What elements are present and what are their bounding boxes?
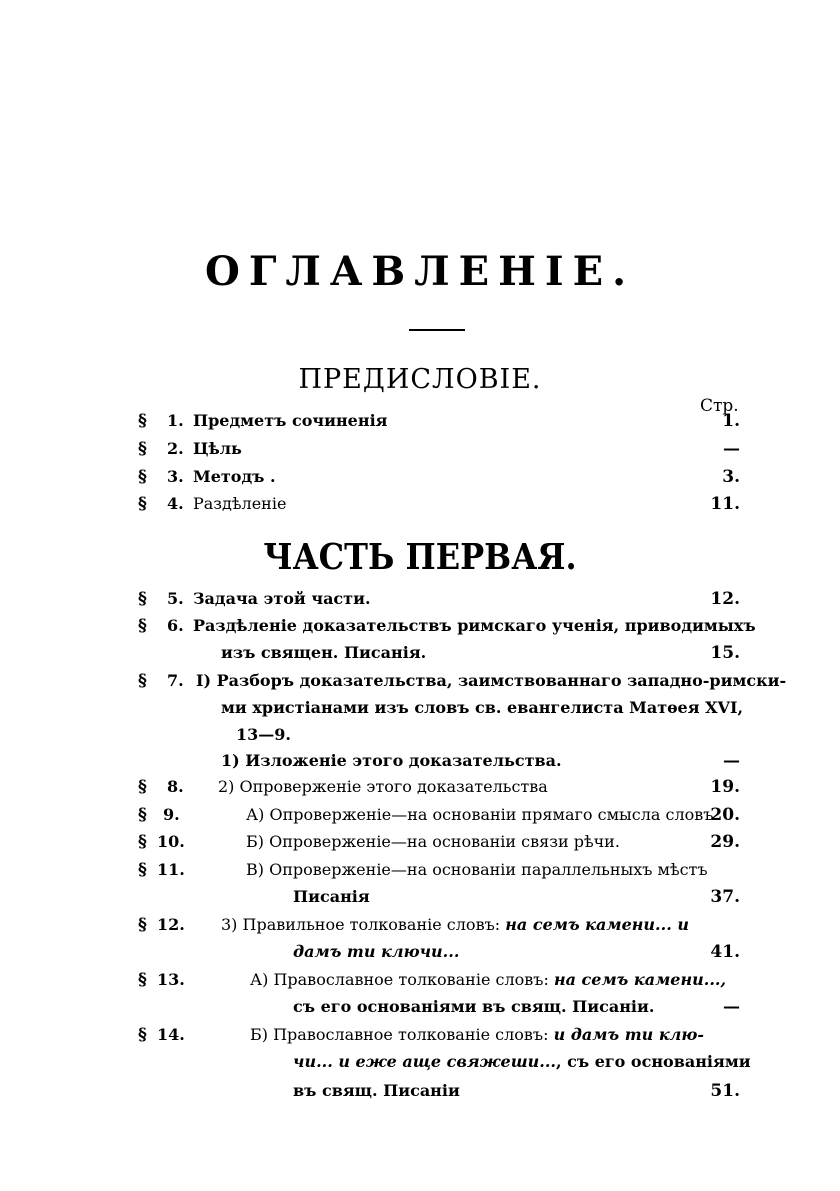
section-sign: § <box>138 970 147 990</box>
section-sign: § <box>138 832 147 852</box>
entry-page: 3. <box>722 467 740 487</box>
entry-number: 9. <box>163 805 180 824</box>
entry-title: А) Опроверженіе—на основаніи прямаго смысла словъ. <box>246 805 719 824</box>
entry-title: 3) Правильное толкованіе словъ: на семъ камени... и <box>221 915 689 934</box>
page-column-label: Стр. <box>700 396 739 416</box>
entry-page: — <box>723 439 740 459</box>
entry-title: 1) Изложеніе этого доказательства. <box>221 751 562 770</box>
entry-title-continued: Писанія <box>293 887 370 906</box>
entry-page: 37. <box>710 887 740 907</box>
entry-title: Методъ . <box>193 467 276 486</box>
entry-title: Б) Опроверженіе—на основаніи связи рѣчи. <box>246 832 620 851</box>
entry-title-continued: дамъ ти ключи... <box>293 942 460 961</box>
entry-number: 7. <box>167 671 184 690</box>
entry-number: 10. <box>157 832 185 851</box>
section-sign: § <box>138 467 147 487</box>
section-sign: § <box>138 860 147 880</box>
part-heading: ЧАСТЬ ПЕРВАЯ. <box>263 536 577 578</box>
entry-title: Задача этой части. <box>193 589 371 608</box>
page-title: ОГЛАВЛЕНІЕ. <box>205 248 635 295</box>
entry-number: 11. <box>157 860 185 879</box>
entry-page: 51. <box>710 1081 740 1101</box>
entry-page: — <box>723 997 740 1017</box>
entry-title-continued: ми христіанами изъ словъ св. евангелиста Матѳея XVI, <box>221 698 744 717</box>
entry-page: 20. <box>710 805 740 825</box>
section-sign: § <box>138 494 147 514</box>
section-sign: § <box>138 805 147 825</box>
section-sign: § <box>138 671 147 691</box>
entry-number: 4. <box>167 494 184 513</box>
entry-number: 5. <box>167 589 184 608</box>
entry-title: В) Опроверженіе—на основаніи параллельныхъ мѣстъ <box>246 860 708 879</box>
entry-page: 29. <box>710 832 740 852</box>
entry-title: А) Православное толкованіе словъ: на семъ камени..., <box>250 970 727 989</box>
entry-number: 6. <box>167 616 184 635</box>
entry-page: 12. <box>710 589 740 609</box>
section-sign: § <box>138 589 147 609</box>
entry-title-continued: чи... и еже аще свяжеши..., съ его основаніями <box>293 1052 751 1071</box>
section-sign: § <box>138 439 147 459</box>
entry-title: Предметъ сочиненія <box>193 411 388 430</box>
entry-number: 13. <box>157 970 185 989</box>
entry-title: 2) Опроверженіе этого доказательства <box>218 777 548 796</box>
section-sign: § <box>138 1025 147 1045</box>
entry-title-continued: съ его основаніями въ свящ. Писаніи. <box>293 997 655 1016</box>
entry-number: 1. <box>167 411 184 430</box>
entry-title: Б) Православное толкованіе словъ: и дамъ ти клю- <box>250 1025 705 1044</box>
entry-title: Цѣль <box>193 439 242 458</box>
entry-number: 8. <box>167 777 184 796</box>
entry-title: I) Разборъ доказательства, заимствованнаго западно-римски- <box>196 671 787 690</box>
entry-page: 15. <box>710 643 740 663</box>
entry-number: 12. <box>157 915 185 934</box>
section-sign: § <box>138 915 147 935</box>
section-sign: § <box>138 777 147 797</box>
entry-page: — <box>723 751 740 771</box>
entry-number: 2. <box>167 439 184 458</box>
section-sign: § <box>138 616 147 636</box>
entry-number: 3. <box>167 467 184 486</box>
entry-title-continued: 13—9. <box>236 725 291 744</box>
entry-title: Раздѣленіе <box>193 494 287 513</box>
preface-heading: ПРЕДИСЛОВІЕ. <box>298 364 542 395</box>
entry-page: 19. <box>710 777 740 797</box>
entry-title-continued: въ свящ. Писаніи <box>293 1081 460 1100</box>
entry-page: 1. <box>722 411 740 431</box>
entry-title: Раздѣленіе доказательствъ римскаго ученія, приводимыхъ <box>193 616 756 635</box>
title-divider <box>409 329 465 331</box>
entry-page: 11. <box>710 494 740 514</box>
entry-title-continued: изъ священ. Писанія. <box>221 643 427 662</box>
section-sign: § <box>138 411 147 431</box>
entry-number: 14. <box>157 1025 185 1044</box>
entry-page: 41. <box>710 942 740 962</box>
